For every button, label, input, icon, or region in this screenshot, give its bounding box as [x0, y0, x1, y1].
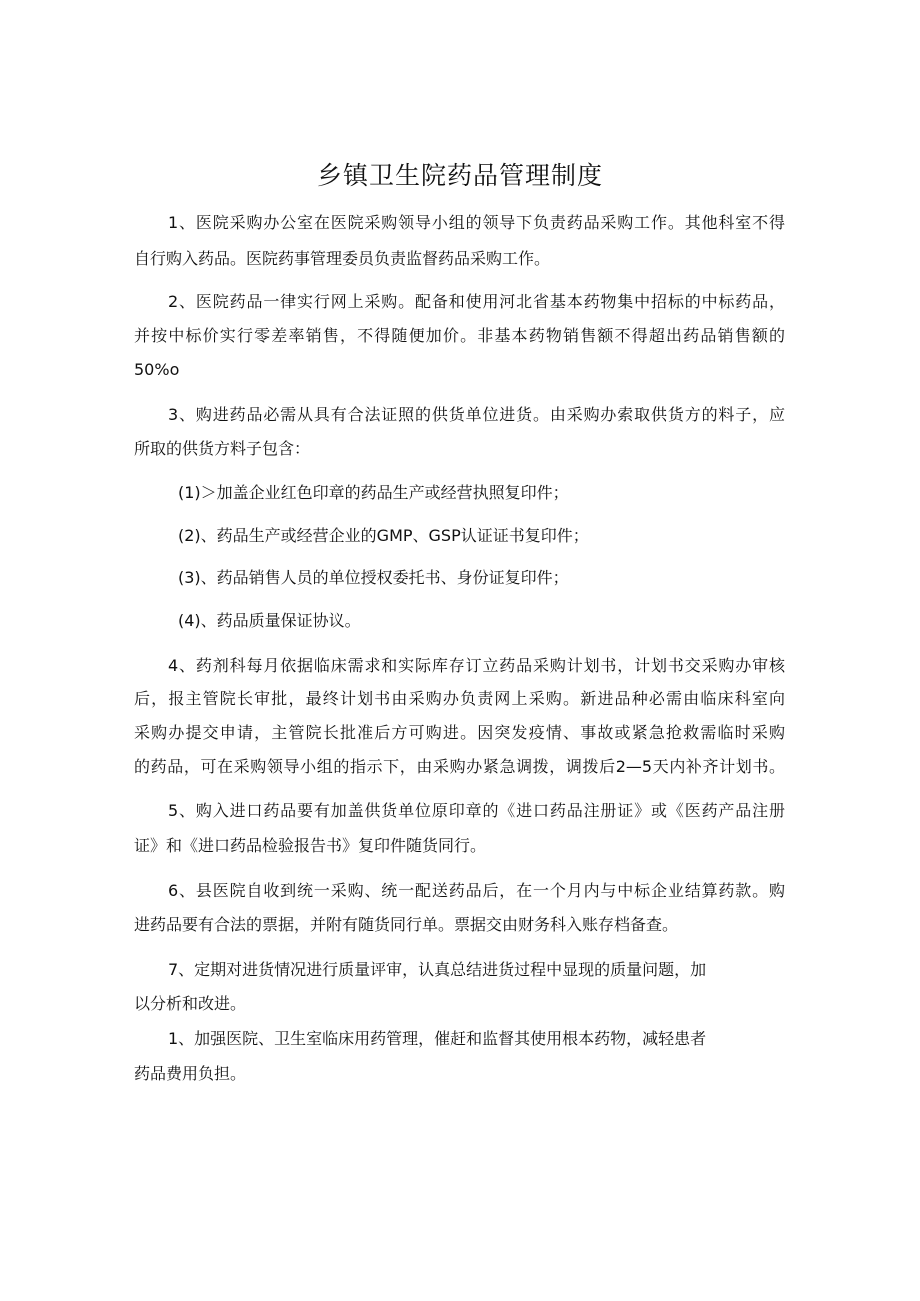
document-title: 乡镇卫生院药品管理制度 — [316, 161, 603, 190]
paragraph-line: 1、加强医院、卫生室临床用药管理，催赶和监督其使用根本药物，减轻患者 — [168, 1029, 707, 1048]
paragraph-line: 并按中标价实行零差率销售，不得随便加价。非基本药物销售额不得超出药品销售额的 — [134, 326, 785, 345]
paragraph-line: 5、购入进口药品要有加盖供货单位原印章的《进口药品注册证》或《医药产品注册 — [168, 801, 785, 820]
paragraph-line: 所取的供货方料子包含： — [134, 439, 311, 458]
paragraph-line: 以分析和改进。 — [134, 994, 247, 1013]
paragraph-line: 证》和《进口药品检验报告书》复印件随货同行。 — [134, 836, 487, 855]
paragraph-line: 后，报主管院长审批，最终计划书由采购办负责网上采购。新进品种必需由临床科室向 — [134, 689, 785, 708]
paragraph-line: 药品费用负担。 — [134, 1064, 247, 1083]
paragraph-line: 自行购入药品。医院药事管理委员负责监督药品采购工作。 — [134, 249, 551, 268]
list-item: (4)、药品质量保证协议。 — [178, 611, 361, 630]
paragraph-line: 6、县医院自收到统一采购、统一配送药品后，在一个月内与中标企业结算药款。购 — [168, 881, 785, 900]
paragraph-line: 3、购进药品必需从具有合法证照的供货单位进货。由采购办索取供货方的料子，应 — [168, 405, 785, 424]
paragraph-line: 2、医院药品一律实行网上采购。配备和使用河北省基本药物集中招标的中标药品， — [168, 292, 785, 311]
paragraph-line: 1、医院采购办公室在医院采购领导小组的领导下负责药品采购工作。其他科室不得 — [168, 213, 785, 232]
paragraph-line: 50%o — [134, 360, 180, 379]
paragraph-line: 采购办提交申请，主管院长批准后方可购进。因突发疫情、事故或紧急抢救需临时采购 — [134, 723, 785, 742]
paragraph-line: 7、定期对进货情况进行质量评审，认真总结进货过程中显现的质量问题，加 — [168, 960, 707, 979]
list-item: (1)＞加盖企业红色印章的药品生产或经营执照复印件； — [178, 483, 569, 502]
list-item: (2)、药品生产或经营企业的GMP、GSP认证证书复印件； — [178, 526, 589, 545]
paragraph-line: 的药品，可在采购领导小组的指示下，由采购办紧急调拨，调拨后2—5天内补齐计划书。 — [134, 757, 785, 776]
paragraph-line: 4、药剂科每月依据临床需求和实际库存订立药品采购计划书，计划书交采购办审核 — [168, 656, 785, 675]
paragraph-line: 进药品要有合法的票据，并附有随货同行单。票据交由财务科入账存档备查。 — [134, 915, 679, 934]
list-item: (3)、药品销售人员的单位授权委托书、身份证复印件； — [178, 568, 569, 587]
